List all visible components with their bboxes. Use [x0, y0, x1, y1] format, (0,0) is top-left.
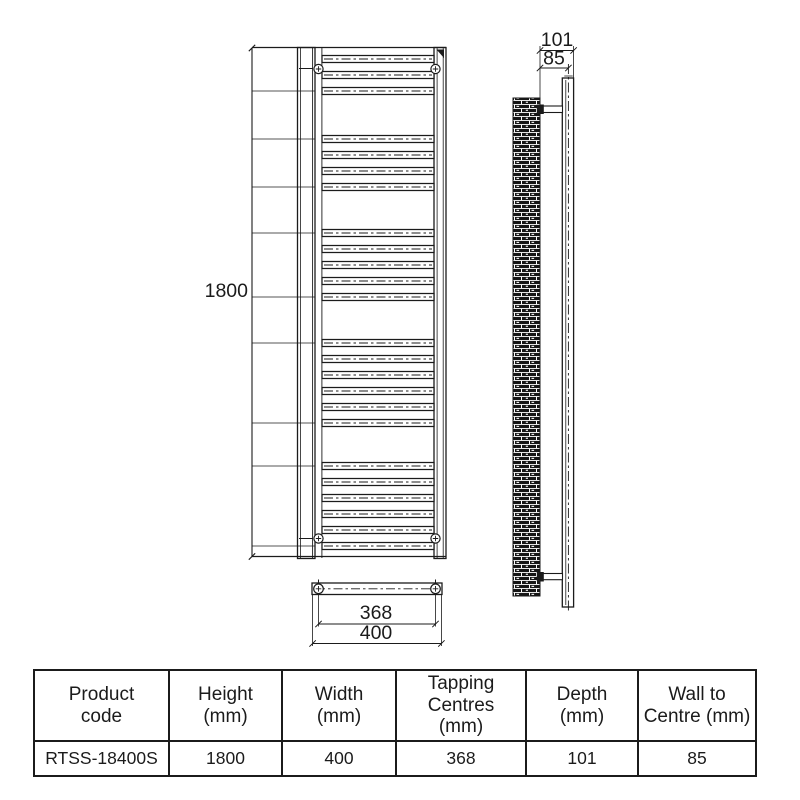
depth-dimension-label: 101 — [540, 29, 574, 51]
header-line: Height — [198, 684, 253, 705]
col-header-depth — [526, 670, 638, 741]
dimension-wall-to-centre-85 — [537, 48, 572, 72]
header-line: (mm) — [438, 716, 484, 738]
tapping-dimension-label: 368 — [359, 602, 393, 624]
header-line: (mm) — [559, 705, 605, 727]
wall-to-centre-dimension-label: 85 — [543, 47, 565, 70]
header-line: code — [80, 705, 123, 727]
dimension-width-400 — [309, 622, 444, 647]
cell-depth: 101 — [526, 741, 638, 776]
col-header-width — [282, 670, 396, 741]
table-data-row — [34, 741, 756, 776]
col-header-tapping-centres — [396, 670, 526, 741]
header-line: Width — [314, 684, 364, 705]
front-view — [205, 45, 446, 560]
mounting-bracket-bottom — [537, 572, 563, 582]
col-header-wall-to-centre — [638, 670, 756, 741]
header-line: Tapping — [427, 673, 495, 695]
header-line: Wall to — [668, 684, 726, 705]
header-line: Product — [68, 684, 135, 705]
height-dimension-label: 1800 — [204, 280, 248, 302]
header-line: Depth — [556, 684, 608, 705]
towel-rungs — [322, 56, 434, 550]
cell-height: 1800 — [169, 741, 282, 776]
right-rail — [434, 48, 446, 559]
header-line: (mm) — [316, 705, 362, 727]
col-header-product-code — [34, 670, 169, 741]
header-line: Centres — [427, 694, 495, 716]
side-view — [513, 29, 577, 613]
header-line: (mm) — [203, 705, 248, 727]
cell-tapping-centres: 368 — [396, 741, 526, 776]
header-line: Centre (mm) — [643, 705, 751, 727]
col-header-height — [169, 670, 282, 741]
radiator-side-profile — [562, 78, 573, 607]
plan-view — [309, 580, 444, 647]
cell-product-code: RTSS-18400S — [34, 741, 169, 776]
width-dimension-label: 400 — [359, 621, 393, 644]
cell-wall-to-centre: 85 — [638, 741, 756, 776]
cell-width: 400 — [282, 741, 396, 776]
mounting-bracket-top — [537, 105, 563, 115]
wall-hatch — [513, 98, 540, 596]
dimension-height-1800 — [205, 45, 256, 560]
spec-table — [33, 669, 757, 777]
table-header-row — [34, 670, 756, 741]
